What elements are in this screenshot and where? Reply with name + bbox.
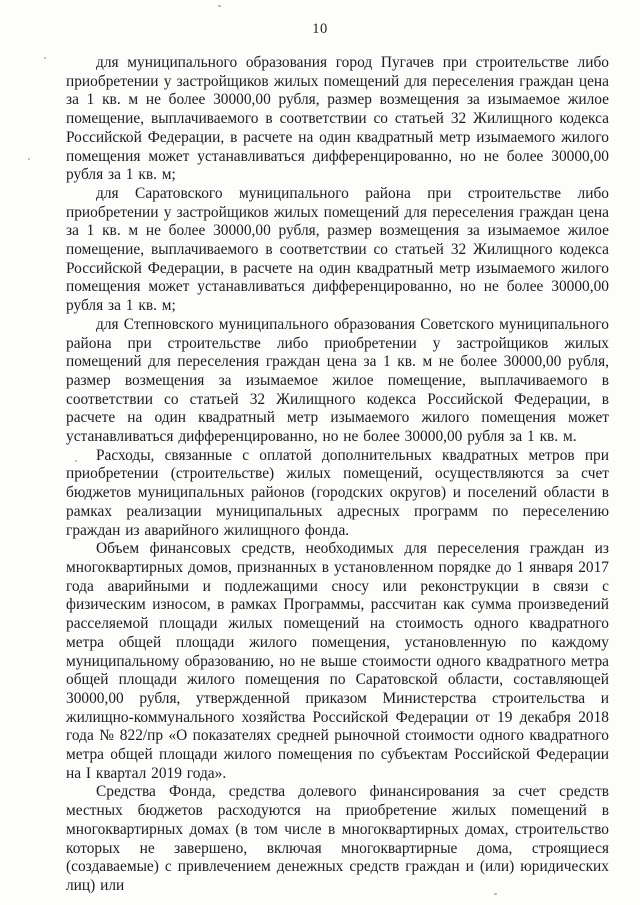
page-number: 10 (312, 21, 328, 37)
scan-artifact (218, 5, 221, 7)
paragraph: Средства Фонда, средства долевого финансирования за счет средств местных бюджетов расходуются на приобретение жилых помещений в многоквартирных домах (в том числе в многоквартирных домах, строительство которых не завершено, включая многоквартирные дома, строящиеся (создаваемые) с привлечением денежных средств граждан и (или) юридических лиц) или (66, 783, 609, 894)
document-body (66, 54, 609, 896)
paragraph: Расходы, связанные с оплатой дополнительных квадратных метров при приобретении (строительстве) жилых помещений, осуществляются за счет бюджетов муниципальных районов (городских округов) и поселений области в рамках реализации муниципальных адресных программ по переселению граждан из аварийного жилищного фонда. (66, 446, 609, 539)
paragraph: для Степновского муниципального образования Советского муниципального района при строительстве либо приобретении у застройщиков жилых помещений для переселения граждан цена за 1 кв. м не более 30000,00 рубля, размер возмещения за изымаемое жилое помещение, выплачиваемого в соответствии со статьей 32 Жилищного кодекса Российской Федерации, в расчете на один квадратный метр изымаемого жилого помещения может устанавливаться дифференцированно, но не более 30000,00 рубля за 1 кв. м. (66, 315, 609, 446)
paragraph: для Саратовского муниципального района при строительстве либо приобретении у застройщиков жилых помещений для переселения граждан цена за 1 кв. м не более 30000,00 рубля, размер возмещения за изымаемое жилое помещение, выплачиваемого в соответствии со статьей 32 Жилищного кодекса Российской Федерации, в расчете на один квадратный метр изымаемого жилого помещения может устанавливаться дифференцированно, но не более 30000,00 рубля за 1 кв. м; (66, 184, 609, 315)
paragraph: Объем финансовых средств, необходимых для переселения граждан из многоквартирных домов, признанных в установленном порядке до 1 января 2017 года аварийными и подлежащими сносу или реконструкции в связи с физическим износом, в рамках Программы, рассчитан как сумма произведений расселяемой площади жилых помещений на стоимость одного квадратного метра общей площади жилого помещения, установленную по каждому муниципальному образованию, но не выше стоимости одного квадратного метра общей площади жилого помещения по Саратовской области, составляющей 30000,00 рубля, утвержденной приказом Министерства строительства и жилищно-коммунального хозяйства Российской Федерации от 19 декабря 2018 года № 822/пр «О показателях средней рыночной стоимости одного квадратного метра общей площади жилого помещения по субъектам Российской Федерации на I квартал 2019 года». (66, 540, 609, 782)
scan-artifact (44, 57, 46, 59)
scan-artifact (75, 460, 77, 462)
scan-artifact (28, 158, 30, 160)
paragraph: для муниципального образования город Пугачев при строительстве либо приобретении у застройщиков жилых помещений для переселения граждан цена за 1 кв. м не более 30000,00 рубля, размер возмещения за изымаемое жилое помещение, выплачиваемого в соответствии со статьей 32 Жилищного кодекса Российской Федерации, в расчете на один квадратный метр изымаемого жилого помещения может устанавливаться дифференцированно, но не более 30000,00 рубля за 1 кв. м; (66, 54, 609, 184)
scan-artifact (494, 893, 497, 895)
